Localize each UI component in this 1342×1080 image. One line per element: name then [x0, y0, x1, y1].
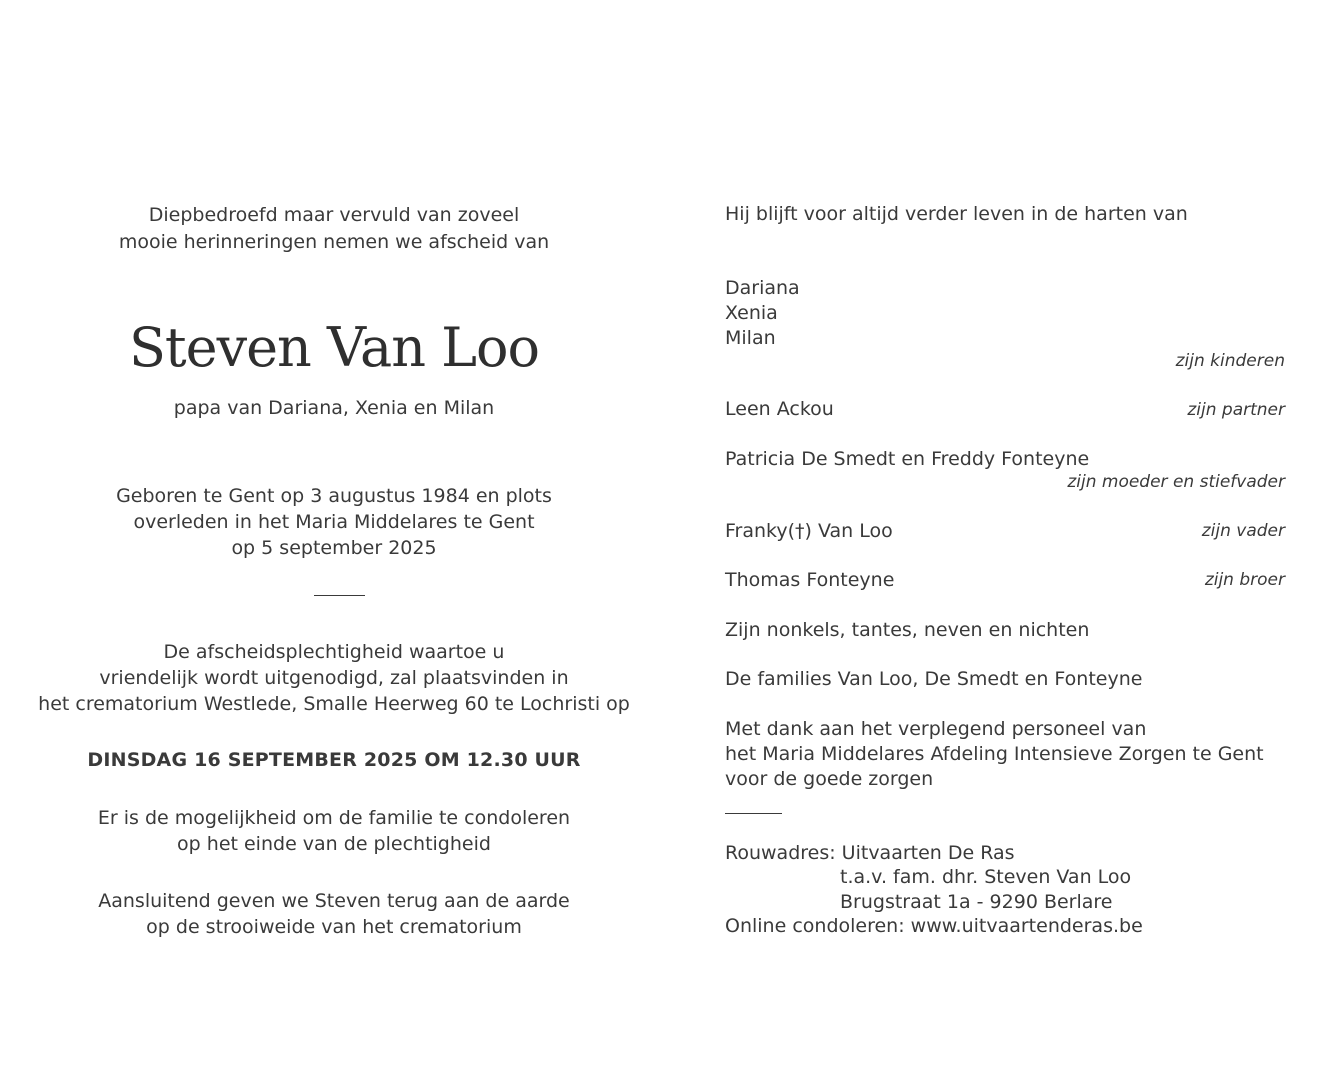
ceremony-line-1: De afscheidsplechtigheid waartoe u — [163, 641, 505, 663]
condolence-line-1: Er is de mogelijkheid om de familie te condoleren — [97, 807, 571, 829]
left-panel — [0, 0, 668, 1080]
birth-line-3: op 5 september 2025 — [231, 537, 437, 559]
ending-line-1: Aansluitend geven we Steven terug aan de aarde — [98, 890, 570, 912]
birth-line-1: Geboren te Gent op 3 augustus 1984 en plots — [116, 485, 552, 507]
ceremony-date: DINSDAG 16 SEPTEMBER 2025 OM 12.30 UUR — [87, 749, 581, 771]
thanks-line-1: Met dank aan het verplegend personeel van — [725, 718, 1147, 740]
partner-name: Leen Ackou — [725, 398, 834, 420]
brother-name: Thomas Fonteyne — [725, 569, 895, 591]
mother-relation: zijn moeder en stiefvader — [1067, 472, 1285, 492]
relatives: Zijn nonkels, tantes, neven en nichten — [725, 619, 1090, 641]
children-relation: zijn kinderen — [1175, 351, 1285, 371]
families: De families Van Loo, De Smedt en Fonteyne — [725, 668, 1143, 690]
address-line-3: Brugstraat 1a - 9290 Berlare — [840, 891, 1113, 913]
child-1: Dariana — [725, 277, 800, 299]
ceremony-line-2: vriendelijk wordt uitgenodigd, zal plaatsvinden in — [99, 667, 569, 689]
left-divider — [314, 595, 365, 596]
father-name: Franky(†) Van Loo — [725, 520, 893, 542]
right-divider — [725, 813, 782, 814]
intro-line-1: Diepbedroefd maar vervuld van zoveel — [148, 204, 520, 226]
birth-line-2: overleden in het Maria Middelares te Gent — [133, 511, 535, 533]
heading: Hij blijft voor altijd verder leven in de harten van — [725, 203, 1188, 225]
child-2: Xenia — [725, 302, 778, 324]
condolence-line-2: op het einde van de plechtigheid — [177, 833, 491, 855]
brother-relation: zijn broer — [1204, 570, 1285, 590]
thanks-line-2: het Maria Middelares Afdeling Intensieve Zorgen te Gent — [725, 743, 1264, 765]
father-relation: zijn vader — [1201, 521, 1285, 541]
address-line-1: Rouwadres: Uitvaarten De Ras — [725, 842, 1015, 864]
child-3: Milan — [725, 327, 776, 349]
intro-line-2: mooie herinneringen nemen we afscheid van — [118, 231, 550, 253]
thanks-line-3: voor de goede zorgen — [725, 768, 934, 790]
subtitle: papa van Dariana, Xenia en Milan — [173, 397, 495, 419]
ceremony-line-3: het crematorium Westlede, Smalle Heerweg 60 te Lochristi op — [38, 693, 630, 715]
right-panel — [725, 0, 1285, 1080]
ending-line-2: op de strooiweide van het crematorium — [146, 916, 522, 938]
partner-relation: zijn partner — [1187, 400, 1285, 420]
online-condolence: Online condoleren: www.uitvaartenderas.be — [725, 915, 1143, 937]
mother-name: Patricia De Smedt en Freddy Fonteyne — [725, 448, 1090, 470]
deceased-name: Steven Van Loo — [128, 316, 540, 379]
address-line-2: t.a.v. fam. dhr. Steven Van Loo — [840, 866, 1132, 888]
